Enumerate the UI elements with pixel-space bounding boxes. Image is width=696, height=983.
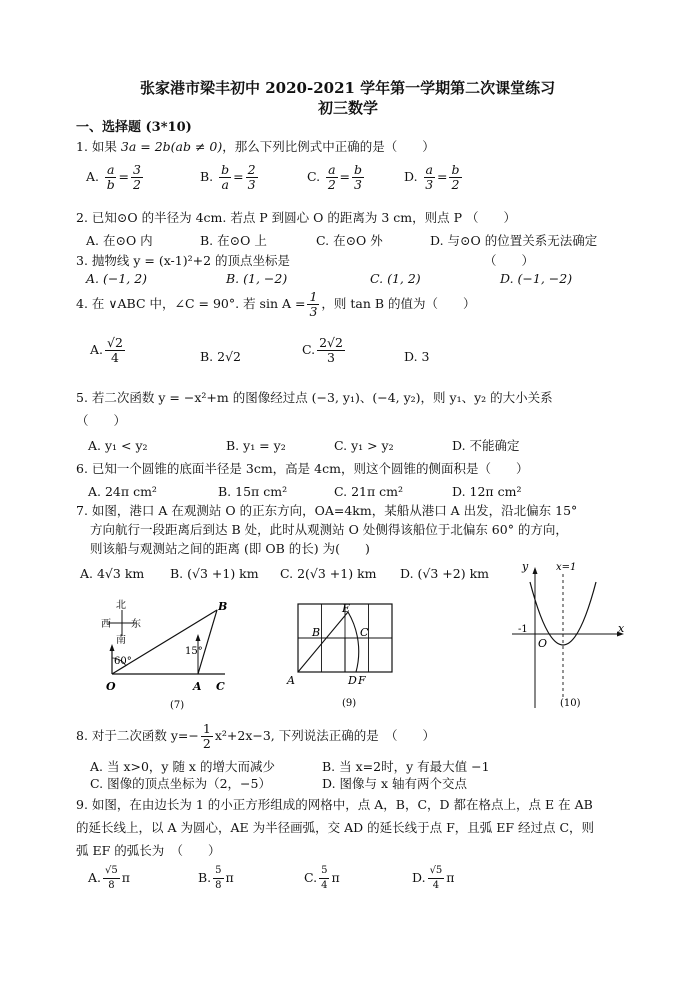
q8-option-b[interactable]: B. 当 x=2时，y 有最大值 −1 [322, 759, 490, 774]
arrow-north-icon [110, 644, 115, 651]
q7-option-d[interactable]: D. (√3 +2) km [400, 566, 489, 581]
figure-9-diagram [286, 598, 401, 714]
q5-option-c[interactable]: C. y₁ > y₂ [334, 438, 394, 453]
question-9-line-1: 9. 如图，在由边长为 1 的小正方形组成的网格中，点 A，B，C，D 都在格点上，点 E 在 AB [76, 797, 593, 812]
question-7-line-2: 方向航行一段距离后到达 B 处，此时从观测站 O 处侧得该船位于北偏东 60° 的方向， [90, 522, 568, 537]
figure-10-caption: (10) [560, 698, 581, 709]
q6-option-b[interactable]: B. 15π cm² [218, 484, 288, 499]
symmetry-label: x=1 [556, 562, 577, 573]
question-8-stem: 8. 对于二次函数 y=− $\frac{1}{2}$ x²+2x−3, 下列说法正确的是 （ ） [76, 721, 436, 751]
q9-option-b[interactable]: B. $\frac{5}{8}$ π [198, 865, 234, 891]
question-7-line-1: 7. 如图，港口 A 在观测站 O 的正东方向，OA=4km，某船从港口 A 出发，沿北偏东 15° [76, 503, 578, 518]
figure-9-caption: (9) [342, 698, 357, 709]
point-b-label: B [218, 600, 228, 613]
figure-10-graph [508, 558, 628, 714]
arc-ef [348, 612, 359, 672]
question-3-stem: 3. 抛物线 y = (x-1)²+2 的顶点坐标是 [76, 253, 291, 268]
q7-option-b[interactable]: B. (√3 +1) km [170, 566, 259, 581]
question-9-line-3: 弧 EF 的弧长为 （ ） [76, 843, 221, 858]
section-title: 一、选择题 (3*10) [76, 120, 192, 135]
question-4-stem: 4. 在 ∨ABC 中，∠C = 90°. 若 sin A = $\frac{1}{3}$ ，则 tan B 的值为（ ） [76, 289, 476, 319]
point-c-label: C [360, 626, 369, 639]
point-b-label: B [312, 626, 321, 639]
page-subtitle: 初三数学 [318, 99, 379, 117]
figure-7-caption: (7) [170, 700, 185, 711]
x-axis-label: x [618, 622, 625, 635]
question-2-stem: 2. 已知⊙O 的半径为 4cm. 若点 P 到圆心 O 的距离为 3 cm，则点 P （ ） [76, 210, 516, 225]
q4-option-b[interactable]: B. 2√2 [200, 349, 242, 364]
q8-option-d[interactable]: D. 图像与 x 轴有两个交点 [322, 776, 468, 791]
angle-60-label: 60° [114, 656, 132, 667]
figure-7 [100, 598, 240, 714]
q7-option-a[interactable]: A. 4√3 km [80, 566, 145, 581]
question-3-bracket: （ ） [484, 253, 535, 268]
question-5-stem: 5. 若二次函数 y = −x²+m 的图像经过点 (−3, y₁)、(−4, y₂)，则 y₁、y₂ 的大小关系 [76, 390, 553, 405]
figure-10 [508, 558, 628, 714]
q2-option-d[interactable]: D. 与⊙O 的位置关系无法确定 [430, 233, 598, 248]
point-d-label: D [348, 674, 357, 687]
q6-option-c[interactable]: C. 21π cm² [334, 484, 404, 499]
question-7-line-3: 则该船与观测站之间的距离 (即 OB 的长) 为( ) [90, 541, 370, 556]
point-a-label: A [193, 680, 202, 693]
question-6-stem: 6. 已知一个圆锥的底面半径是 3cm，高是 4cm，则这个圆锥的侧面积是（ ） [76, 461, 529, 476]
point-o-label: O [106, 680, 116, 693]
q8-option-c[interactable]: C. 图像的顶点坐标为（2，−5） [90, 776, 271, 791]
q5-option-d[interactable]: D. 不能确定 [452, 438, 520, 453]
question-5-bracket: （ ） [76, 413, 127, 428]
q5-option-a[interactable]: A. y₁ < y₂ [88, 438, 148, 453]
y-axis-arrow-icon [533, 567, 538, 574]
q5-option-b[interactable]: B. y₁ = y₂ [226, 438, 286, 453]
q9-option-a[interactable]: A. $\frac{√5}{8}$ π [88, 865, 130, 891]
q2-option-a[interactable]: A. 在⊙O 内 [86, 233, 153, 248]
q1-option-b[interactable]: B. $\frac{b}{a}$ = $\frac{2}{3}$ [200, 162, 256, 192]
question-9-line-2: 的延长线上，以 A 为圆心，AE 为半径画弧，交 AD 的延长线于点 F，且弧 EF 经过点 C，则 [76, 820, 595, 835]
point-e-label: E [342, 602, 351, 615]
q2-option-b[interactable]: B. 在⊙O 上 [200, 233, 267, 248]
origin-label: O [538, 637, 548, 650]
line-ae [298, 612, 348, 672]
point-f-label: F [358, 674, 366, 687]
q3-option-c[interactable]: C. (1, 2) [370, 271, 421, 286]
figure-9 [286, 598, 401, 714]
angle-15-label: 15° [185, 646, 203, 657]
q4-option-a[interactable]: A. $\frac{√2}{4}$ [90, 335, 123, 365]
q7-option-c[interactable]: C. 2(√3 +1) km [280, 566, 377, 581]
q3-option-d[interactable]: D. (−1, −2) [500, 271, 573, 286]
q9-option-c[interactable]: C. $\frac{5}{4}$ π [304, 865, 340, 891]
compass-south: 南 [116, 635, 126, 646]
page-title: 张家港市梁丰初中 2020-2021 学年第一学期第二次课堂练习 [140, 79, 556, 97]
minus-one-label: -1 [518, 624, 528, 635]
q1-option-c[interactable]: C. $\frac{a}{2}$ = $\frac{b}{3}$ [307, 162, 363, 192]
q6-option-a[interactable]: A. 24π cm² [88, 484, 157, 499]
compass-north: 北 [116, 600, 126, 611]
q9-option-d[interactable]: D. $\frac{√5}{4}$ π [412, 865, 455, 891]
q3-option-a[interactable]: A. (−1, 2) [86, 271, 148, 286]
point-a-label: A [287, 674, 295, 687]
q4-option-c[interactable]: C. $\frac{2√2}{3}$ [302, 335, 343, 365]
q4-option-d[interactable]: D. 3 [404, 349, 430, 364]
point-c-label: C [216, 680, 225, 693]
compass-east: 东 [131, 619, 141, 630]
q1-option-d[interactable]: D. $\frac{a}{3}$ = $\frac{b}{2}$ [404, 162, 460, 192]
question-1-stem: 1. 如果 3a = 2b(ab ≠ 0)，那么下列比例式中正确的是（ ） [76, 139, 435, 154]
arrow-north-a-icon [196, 634, 201, 641]
compass-west: 西 [101, 619, 111, 630]
q6-option-d[interactable]: D. 12π cm² [452, 484, 522, 499]
figure-7-diagram [100, 598, 240, 714]
y-axis-label: y [522, 560, 529, 573]
q8-option-a[interactable]: A. 当 x>0，y 随 x 的增大而减少 [90, 759, 275, 774]
q2-option-c[interactable]: C. 在⊙O 外 [316, 233, 383, 248]
q1-option-a[interactable]: A. $\frac{a}{b}$ = $\frac{3}{2}$ [86, 162, 141, 192]
q3-option-b[interactable]: B. (1, −2) [226, 271, 288, 286]
